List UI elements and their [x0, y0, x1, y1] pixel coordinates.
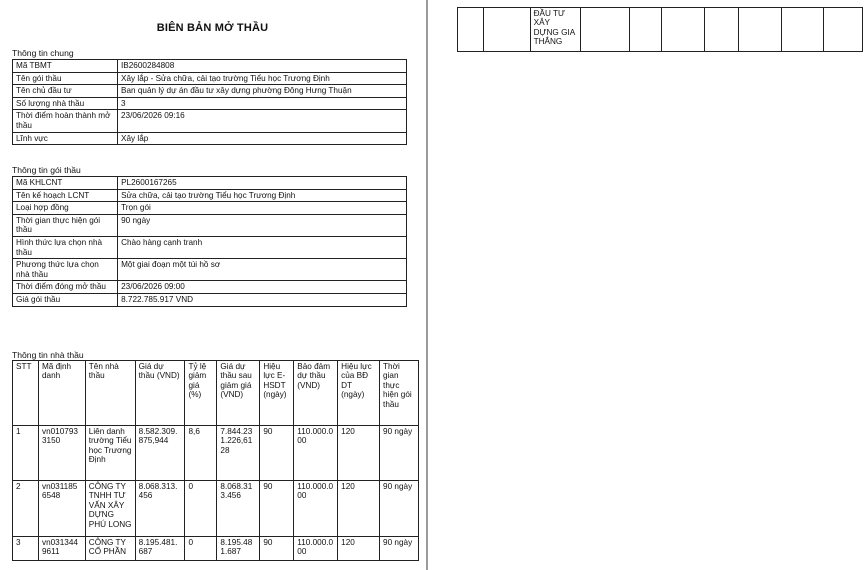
column-header: Bảo đảm dự thầu (VND)	[294, 361, 338, 426]
table-cell: 0	[185, 537, 217, 561]
table-cell	[782, 8, 824, 52]
general-info-label: Tên gói thầu	[13, 72, 118, 85]
package-info-row	[13, 293, 407, 306]
package-info-row	[13, 202, 407, 215]
general-info-label: Mã TBMT	[13, 60, 118, 73]
table-cell: vn0107933150	[38, 426, 85, 481]
general-info-heading: Thông tin chung	[12, 48, 74, 58]
table-cell	[738, 8, 782, 52]
table-cell	[483, 8, 530, 52]
table-row	[13, 426, 419, 481]
document-page-2	[429, 0, 866, 570]
column-header: Tỷ lệ giảm giá (%)	[185, 361, 217, 426]
table-cell: 90	[260, 426, 294, 481]
general-info-row	[13, 60, 407, 73]
table-cell: 110.000.000	[294, 481, 338, 537]
bidder-name-continuation: ĐẦU TƯ XÂY DỰNG GIA THẮNG	[530, 8, 580, 52]
general-info-value: IB2600284808	[118, 60, 407, 73]
column-header: Tên nhà thầu	[85, 361, 135, 426]
table-cell: CÔNG TY TNHH TƯ VẤN XÂY DỰNG PHÚ LONG	[85, 481, 135, 537]
table-cell: 8.068.313.456	[217, 481, 260, 537]
table-cell: 110.000.000	[294, 426, 338, 481]
table-cell: 3	[13, 537, 39, 561]
table-cell: 7.844.231.226,6128	[217, 426, 260, 481]
package-info-label: Thời điểm đóng mở thầu	[13, 281, 118, 294]
table-cell: 120	[338, 426, 380, 481]
column-header: Mã định danh	[38, 361, 85, 426]
table-cell: vn0311856548	[38, 481, 85, 537]
package-info-label: Thời gian thực hiện gói thầu	[13, 214, 118, 236]
package-info-row	[13, 177, 407, 190]
table-cell	[704, 8, 738, 52]
column-header: STT	[13, 361, 39, 426]
table-cell: 2	[13, 481, 39, 537]
table-cell: vn0313449611	[38, 537, 85, 561]
package-info-row	[13, 189, 407, 202]
package-info-row	[13, 259, 407, 281]
package-info-value: 23/06/2026 09:00	[118, 281, 407, 294]
general-info-label: Số lượng nhà thầu	[13, 97, 118, 110]
table-cell: Liên danh trường Tiểu học Trương Định	[85, 426, 135, 481]
general-info-value: 23/06/2026 09:16	[118, 110, 407, 132]
bidder-table-continuation	[457, 7, 863, 52]
package-info-row	[13, 236, 407, 258]
package-info-value: PL2600167265	[118, 177, 407, 190]
column-header: Giá dự thầu sau giảm giá (VND)	[217, 361, 260, 426]
package-info-label: Tên kế hoạch LCNT	[13, 189, 118, 202]
column-header: Hiệu lực E-HSDT (ngày)	[260, 361, 294, 426]
document-page-1	[0, 0, 425, 570]
table-cell	[458, 8, 484, 52]
column-header: Giá dự thầu (VND)	[135, 361, 185, 426]
package-info-label: Giá gói thầu	[13, 293, 118, 306]
table-cell: 8.582.309.875,944	[135, 426, 185, 481]
package-info-label: Mã KHLCNT	[13, 177, 118, 190]
bidder-table	[12, 360, 419, 561]
general-info-value: Ban quản lý dự án đầu tư xây dựng phường Đông Hưng Thuận	[118, 85, 407, 98]
package-info-value: Sửa chữa, cải tạo trường Tiểu học Trương Định	[118, 189, 407, 202]
table-cell: CÔNG TY CỔ PHẦN	[85, 537, 135, 561]
package-info-value: 90 ngày	[118, 214, 407, 236]
table-cell: 8.195.481.687	[135, 537, 185, 561]
package-info-value: 8.722.785.917 VND	[118, 293, 407, 306]
package-info-value: Chào hàng cạnh tranh	[118, 236, 407, 258]
general-info-value: Xây lắp	[118, 132, 407, 145]
general-info-row	[13, 85, 407, 98]
package-info-row	[13, 281, 407, 294]
table-cell: 90	[260, 537, 294, 561]
general-info-row	[13, 132, 407, 145]
general-info-row	[13, 72, 407, 85]
table-cell	[662, 8, 705, 52]
package-info-heading: Thông tin gói thầu	[12, 165, 81, 175]
table-row	[13, 481, 419, 537]
table-cell: 120	[338, 537, 380, 561]
package-info-label: Phương thức lựa chọn nhà thầu	[13, 259, 118, 281]
table-row	[13, 537, 419, 561]
package-info-table	[12, 176, 407, 307]
package-info-value: Trọn gói	[118, 202, 407, 215]
table-cell: 90 ngày	[380, 537, 419, 561]
table-cell: 0	[185, 481, 217, 537]
general-info-label: Lĩnh vực	[13, 132, 118, 145]
table-cell: 1	[13, 426, 39, 481]
general-info-table	[12, 59, 407, 145]
column-header: Hiệu lực của BĐ DT (ngày)	[338, 361, 380, 426]
table-cell: 110.000.000	[294, 537, 338, 561]
general-info-label: Tên chủ đầu tư	[13, 85, 118, 98]
package-info-value: Một giai đoạn một túi hồ sơ	[118, 259, 407, 281]
general-info-value: 3	[118, 97, 407, 110]
table-cell: 90 ngày	[380, 481, 419, 537]
table-cell	[824, 8, 863, 52]
general-info-value: Xây lắp - Sửa chữa, cải tạo trường Tiểu học Trương Định	[118, 72, 407, 85]
general-info-row	[13, 110, 407, 132]
table-cell: 120	[338, 481, 380, 537]
table-cell: 90	[260, 481, 294, 537]
document-title: BIÊN BẢN MỞ THẦU	[156, 22, 269, 34]
bidder-info-heading: Thông tin nhà thầu	[12, 350, 84, 360]
table-cell: 8,6	[185, 426, 217, 481]
general-info-row	[13, 97, 407, 110]
package-info-row	[13, 214, 407, 236]
table-cell: 8.068.313.456	[135, 481, 185, 537]
table-cell	[580, 8, 630, 52]
column-header: Thời gian thực hiện gói thầu	[380, 361, 419, 426]
table-cell	[630, 8, 662, 52]
package-info-label: Loại hợp đồng	[13, 202, 118, 215]
page-separator	[426, 0, 428, 570]
package-info-label: Hình thức lựa chọn nhà thầu	[13, 236, 118, 258]
general-info-label: Thời điểm hoàn thành mở thầu	[13, 110, 118, 132]
table-row	[458, 8, 863, 52]
table-cell: 90 ngày	[380, 426, 419, 481]
table-cell: 8.195.481.687	[217, 537, 260, 561]
